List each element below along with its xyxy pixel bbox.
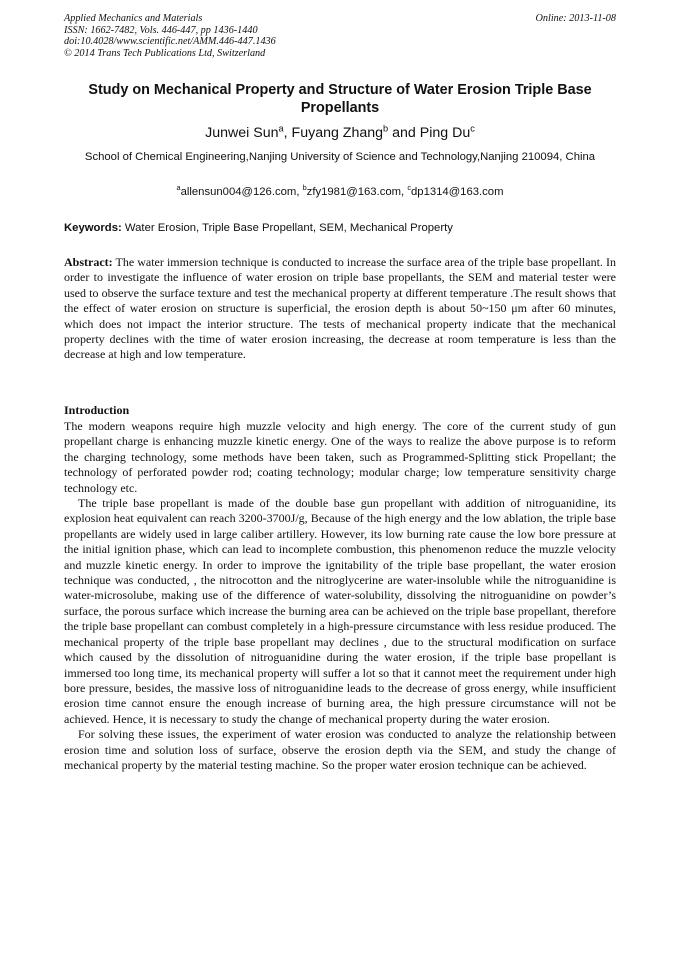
author-name: Ping Du	[419, 125, 471, 141]
email-list	[64, 184, 616, 200]
author-name: Fuyang Zhang	[291, 125, 384, 141]
introduction-body	[64, 419, 616, 773]
author-separator: and	[388, 125, 420, 141]
author-mark: b	[383, 123, 389, 134]
online-date: Online: 2013-11-08	[535, 13, 616, 24]
email-separator: ,	[296, 186, 303, 198]
author-name: Junwei Sun	[205, 125, 279, 141]
email-mark: c	[407, 183, 411, 193]
email-address[interactable]: allensun004@126.com	[180, 186, 297, 198]
keywords-text: Water Erosion, Triple Base Propellant, SEM, Mechanical Property	[124, 222, 453, 234]
section-heading-introduction: Introduction	[64, 403, 130, 417]
abstract-label: Abstract:	[64, 255, 113, 269]
keywords-label: Keywords:	[64, 222, 122, 234]
email-address[interactable]: dp1314@163.com	[411, 186, 504, 198]
author-mark: c	[470, 123, 475, 134]
author-list	[64, 124, 616, 142]
email-mark: a	[176, 183, 181, 193]
author-separator: ,	[283, 125, 292, 141]
paragraph: The triple base propellant is made of the double base gun propellant with addition of nitroguanidine, its explosion heat equivalent can reach 3200-3700J/g, Because of the high energy and the low ablation, the triple base propellants are widely used in large caliber artillery. However, its low burning rate cause the low bore pressure at the initial ignition phase, which can lead to incomplete combustion, this phenomenon reduce the muzzle velocity and muzzle kinetic energy. In order to improve the ignitability of the triple base propellant, the water erosion technique was conducted, , the nitrocotton and the nitroglycerine are water-insoluble while the nitroguanidine is water-microsolube, making use of the difference of water-solubility, dissolving the nitroguanidine on powder’s surface, the porous surface which increase the burning area can be achieved on the triple base propellant, therefore the triple base propellant can combust completely in a high-pressure circumstance with less residue produced. The mechanical property of the triple base propellant may declines , due to the structural modification on surface which caused by the dissolution of nitroguanidine during the water erosion, if the triple base propellant is immersed too long time, its mechanical property will suffer a lot so that it cannot meet the requirement under high bore pressure, besides, the massive loss of nitroguanidine leads to the decrease of gross energy, while insufficient erosion time cannot ensure the enough increase of burning area, the high pressure circumstance will not be achieved. Hence, it is necessary to study the change of mechanical property during the water erosion.	[64, 496, 616, 726]
keywords	[64, 220, 616, 236]
paper-title: Study on Mechanical Property and Structure of Water Erosion Triple Base Propellants	[88, 82, 592, 116]
journal-copyright: © 2014 Trans Tech Publications Ltd, Switzerland	[64, 47, 266, 59]
abstract-text: The water immersion technique is conducted to increase the surface area of the triple base propellant. In order to investigate the influence of water erosion on triple base propellants, the SEM and material tester were used to observe the surface texture and test the mechanical property at different temperature .The result shows that the effect of water erosion on structure is superficial, the erosion depth is about 50~150 μm after 60 minutes, which does not impact the interior structure. The tests of mechanical property indicate that the mechanical property declines with the time of water erosion increasing, the decrease at room temperature is less than the decrease at high and low temperature.	[64, 255, 616, 362]
affiliation: School of Chemical Engineering,Nanjing University of Science and Technology,Nanjing 210094, China	[84, 151, 596, 163]
journal-header	[64, 13, 616, 59]
journal-name: Applied Mechanics and Materials	[64, 13, 203, 24]
paragraph: For solving these issues, the experiment of water erosion was conducted to analyze the relationship between erosion time and solution loss of surface, observe the erosion depth via the SEM, and study the change of mechanical property by the material testing machine. So the proper water erosion technique can be achieved.	[64, 727, 616, 772]
email-mark: b	[302, 183, 307, 193]
abstract	[64, 255, 616, 363]
email-address[interactable]: zfy1981@163.com	[306, 186, 402, 198]
author-mark: a	[278, 123, 284, 134]
journal-issn: ISSN: 1662-7482, Vols. 446-447, pp 1436-1440	[64, 24, 258, 36]
email-separator: ,	[401, 186, 408, 198]
journal-doi[interactable]: doi:10.4028/www.scientific.net/AMM.446-447.1436	[64, 36, 276, 48]
paragraph: The modern weapons require high muzzle velocity and high energy. The core of the current study of gun propellant charge is enhancing muzzle kinetic energy. One of the ways to realize the above purpose is to reform the charging technology, some methods have been taken, such as Programmed-Splitting stick Propellant; the technology of perforated powder rod; coating technology; modular charge; low temperature sensitivity charge technology etc.	[64, 419, 616, 495]
